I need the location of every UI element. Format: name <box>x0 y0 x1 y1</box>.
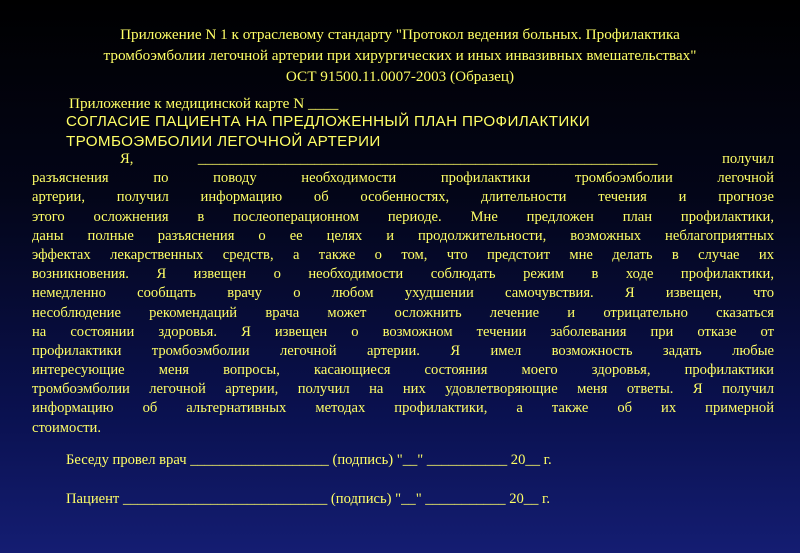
heading-line-2: тромбоэмболии легочной артерии при хирургических и иных инвазивных вмешательствах" <box>103 47 697 64</box>
body-line: профилактики тромбоэмболии легочной артерии. Я имел возможность задать любые <box>32 342 774 359</box>
consent-title-line-2: ТРОМБОЭМБОЛИИ ЛЕГОЧНОЙ АРТЕРИИ <box>66 133 381 150</box>
body-line: интересующие меня вопросы, касающиеся состояния моего здоровья, профилактики <box>32 362 774 379</box>
body-line: Я, _______________________________________________________________ получил <box>120 151 774 167</box>
heading-line-1: Приложение N 1 к отраслевому стандарту "Протокол ведения больных. Профилактика <box>120 26 680 43</box>
heading-line-3: ОСТ 91500.11.0007-2003 (Образец) <box>285 68 515 85</box>
body-line: информацию об альтернативных методах профилактики, а также об их примерной <box>32 400 774 417</box>
patient-signature-line: Пациент ____________________________ (подпись) "__" ___________ 20__ г. <box>66 491 551 507</box>
body-line: даны полные разъяснения о ее целях и продолжительности, возможных неблагоприятных <box>32 227 774 244</box>
consent-title <box>66 112 590 152</box>
document-heading <box>20 24 780 87</box>
doctor-signature-line: Беседу провел врач ___________________ (подпись) "__" ___________ 20__ г. <box>66 452 552 468</box>
consent-body <box>32 150 774 438</box>
consent-title-line-1: СОГЛАСИЕ ПАЦИЕНТА НА ПРЕДЛОЖЕННЫЙ ПЛАН ПРОФИЛАКТИКИ <box>66 113 591 130</box>
body-line: несоблюдение рекомендаций врача может осложнить лечение и отрицательно сказаться <box>32 304 774 321</box>
body-line: эффектах лекарственных средств, а также о том, что предстоит мне делать в случае их <box>32 246 774 263</box>
body-line: возникновения. Я извещен о необходимости соблюдать режим в ходе профилактики, <box>32 266 774 283</box>
body-line: разъяснения по поводу необходимости профилактики тромбоэмболии легочной <box>32 170 774 187</box>
medical-card-annex: Приложение к медицинской карте N ____ <box>69 95 339 112</box>
body-line: этого осложнения в послеоперационном периоде. Мне предложен план профилактики, <box>32 208 774 225</box>
body-line: стоимости. <box>32 419 101 436</box>
body-line: тромбоэмболии легочной артерии, получил на них удовлетворяющие меня ответы. Я получил <box>32 381 774 398</box>
body-line: немедленно сообщать врачу о любом ухудшении самочувствия. Я извещен, что <box>32 285 774 302</box>
body-line: артерии, получил информацию об особенностях, длительности течения и прогнозе <box>32 189 774 206</box>
body-line: на состоянии здоровья. Я извещен о возможном течении заболевания при отказе от <box>32 323 774 340</box>
